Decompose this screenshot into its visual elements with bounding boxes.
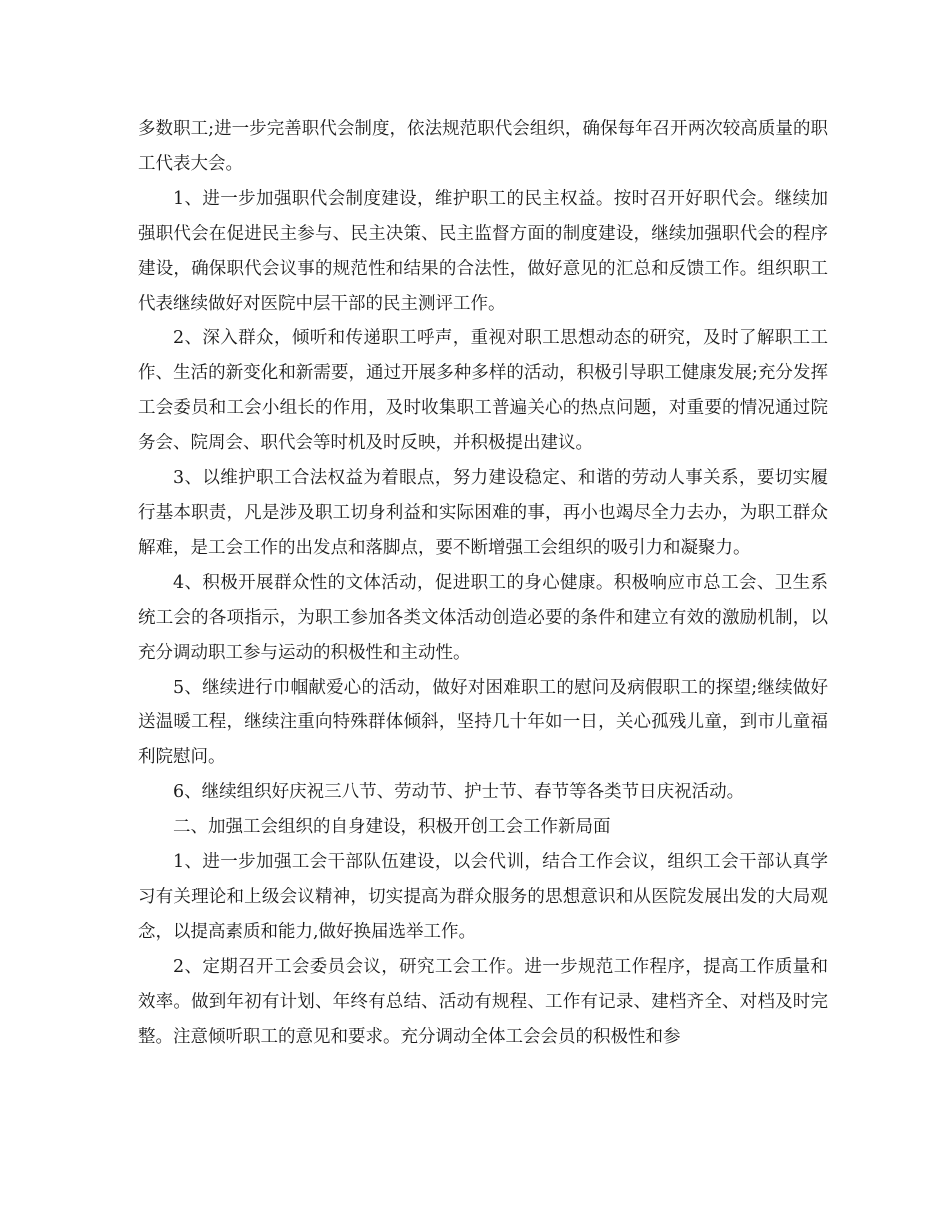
paragraph-9: 1、进一步加强工会干部队伍建设，以会代训，结合工作会议，组织工会干部认真学习有关理论和上级会议精神，切实提高为群众服务的思想意识和从医院发展出发的大局观念，以提高素质和能力,做好换届选举工作。: [138, 852, 828, 942]
paragraph-4: 3、以维护职工合法权益为着眼点，努力建设稳定、和谐的劳动人事关系，要切实履行基本职责，凡是涉及职工切身利益和实际困难的事，再小也竭尽全力去办，为职工群众解难，是工会工作的出发点和落脚点，要不断增强工会组织的吸引力和凝聚力。: [138, 468, 828, 558]
document-body: [138, 112, 828, 1054]
section-heading: 二、加强工会组织的自身建设，积极开创工会工作新局面: [173, 817, 611, 838]
paragraph-2: 1、进一步加强职代会制度建设，维护职工的民主权益。按时召开好职代会。继续加强职代会在促进民主参与、民主决策、民主监督方面的制度建设，继续加强职代会的程序建设，确保职代会议事的规范性和结果的合法性，做好意见的汇总和反馈工作。组织职工代表继续做好对医院中层干部的民主测评工作。: [138, 188, 828, 314]
paragraph-3: 2、深入群众，倾听和传递职工呼声，重视对职工思想动态的研究，及时了解职工工作、生活的新变化和新需要，通过开展多种多样的活动，积极引导职工健康发展;充分发挥工会委员和工会小组长的作用，及时收集职工普遍关心的热点问题，对重要的情况通过院务会、院周会、职代会等时机及时反映，并积极提出建议。: [138, 328, 828, 454]
paragraph-6: 5、继续进行巾帼献爱心的活动，做好对困难职工的慰问及病假职工的探望;继续做好送温暖工程，继续注重向特殊群体倾斜，坚持几十年如一日，关心孤残儿童，到市儿童福利院慰问。: [138, 677, 828, 768]
paragraph-5: 4、积极开展群众性的文体活动，促进职工的身心健康。积极响应市总工会、卫生系统工会的各项指示，为职工参加各类文体活动创造必要的条件和建立有效的激励机制，以充分调动职工参与运动的积极性和主动性。: [138, 572, 828, 663]
paragraph-1: 多数职工;进一步完善职代会制度，依法规范职代会组织，确保每年召开两次较高质量的职工代表大会。: [138, 119, 828, 174]
paragraph-10: 2、定期召开工会委员会议，研究工会工作。进一步规范工作程序，提高工作质量和效率。做到年初有计划、年终有总结、活动有规程、工作有记录、建档齐全、对档及时完整。注意倾听职工的意见和要求。充分调动全体工会会员的积极性和参: [138, 956, 828, 1047]
paragraph-7: 6、继续组织好庆祝三八节、劳动节、护士节、春节等各类节日庆祝活动。: [173, 782, 745, 803]
